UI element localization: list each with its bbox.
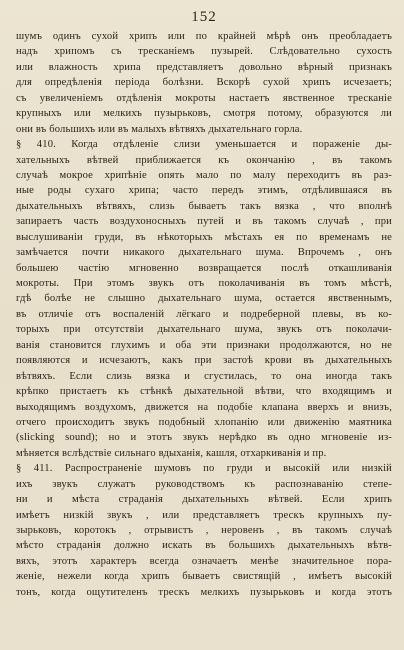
text-line: женіе, нежели когда хрипъ бываетъ свистящій , имѣетъ высокій: [16, 571, 392, 583]
text-line: ни и мѣста страданія дыхательныхъ вѣтвей. Если хрипъ: [16, 494, 392, 506]
body-text: [16, 29, 392, 600]
text-line: шумъ одинъ сухой хрипъ или по крайней мѣрѣ онъ преобладаетъ: [16, 31, 392, 42]
text-line: (slicking sound); но и этотъ звукъ нерѣдко въ одно мгновеніе из-: [16, 432, 392, 444]
text-line: съ увеличеніемъ отдѣленія мокроты настаетъ явственное тресканіе: [16, 92, 392, 104]
text-line: тонъ, когда ощутителенъ трескъ мелкихъ пузырьковъ и когда этотъ: [16, 586, 392, 598]
text-line: торыхъ при отсутствіи дыхательнаго шума, звукъ отъ поколачи-: [16, 324, 392, 336]
text-line: запираетъ часть воздухоносныхъ путей и въ такомъ случаѣ , при: [16, 216, 392, 228]
text-line: они въ большихъ или въ малыхъ вѣтвяхъ дыхательнаго горла.: [16, 123, 303, 135]
text-line: большею частію мгновенно возвращается послѣ откашливанія: [16, 262, 392, 274]
text-line: или влажность хрипа представляетъ довольно вѣрный признакъ: [16, 61, 392, 73]
text-line: вѣтвяхъ. Если слизь вязка и сгустилась, то она иногда такъ: [16, 370, 392, 382]
text-line: случаѣ мокрое хрипѣніе опять мало по малу переходитъ въ раз-: [16, 169, 392, 181]
text-line: замѣчается почти никакого дыхательнаго шума. Впрочемъ , онъ: [16, 247, 392, 259]
text-line: отчего происходитъ звукъ подобный хлопанію или движенію маятника: [16, 416, 392, 428]
text-line: вяхъ, этотъ характеръ всегда означаетъ менѣе значительное пора-: [16, 555, 392, 567]
text-line: гдѣ болѣе не слышно дыхательнаго шума, остается явственнымъ,: [16, 293, 392, 305]
text-line: появляются и исчезаютъ, какъ при застоѣ крови въ дыхательныхъ: [16, 355, 392, 367]
text-line: ванія становится глухимъ и оба эти признаки продолжаются, но не: [16, 339, 392, 351]
text-line: зырьковъ, коротокъ , отрывистъ , неровенъ , въ такомъ случаѣ: [16, 525, 392, 536]
text-line: надъ хрипомъ съ тресканіемъ пузырей. Слѣдовательно сухость: [16, 46, 392, 58]
text-line: § 411. Распространеніе шумовъ по груди и высокій или низкій: [16, 463, 392, 475]
page-number: 152: [191, 9, 217, 25]
text-line: крупныхъ или мелкихъ пузырьковъ, смотря потому, образуются ли: [16, 108, 392, 120]
text-line: выслушиваніи груди, въ нѣкоторыхъ мѣстахъ ея по временамъ не: [16, 231, 392, 243]
text-line: въ отличіе отъ воспаленій лёгкаго и подреберной плевы, въ ко-: [16, 308, 392, 320]
text-line: мокроты. При этомъ звукъ отъ поколачиванія въ томъ мѣстѣ,: [16, 278, 392, 289]
text-line: дыхательныхъ вѣтвяхъ, слизь бываетъ такъ вязка , что вполнѣ: [16, 200, 392, 212]
text-line: мѣсто страданія должно искать въ большихъ дыхательныхъ вѣтв-: [16, 540, 392, 552]
text-line: для опредѣленія періода болѣзни. Вскорѣ сухой хрипъ исчезаетъ;: [16, 77, 392, 89]
text-line: ихъ звукъ служатъ руководствомъ къ распознаванію степе-: [16, 478, 392, 490]
text-line: хательныхъ вѣтвей приближается къ окончанію , въ такомъ: [16, 154, 392, 166]
text-line: имѣетъ низкій звукъ , или представляетъ трескъ крупныхъ пу-: [16, 509, 392, 521]
text-line: § 410. Когда отдѣленіе слизи уменьшается и пораженіе ды-: [16, 139, 392, 151]
text-line: выходящимъ воздухомъ, движется на подобіе клапана вверхъ и внизъ,: [16, 401, 392, 413]
text-line: мѣняется вслѣдствіе сильнаго вдыханія, кашля, отхаркиванія и пр.: [16, 447, 327, 459]
text-line: крѣпко пристаетъ къ стѣнкѣ дыхательной вѣтви, что входящимъ и: [16, 386, 392, 398]
text-line: ные роды сухаго хрипа; часто передъ этимъ, отдѣлившаяся въ: [16, 185, 392, 197]
